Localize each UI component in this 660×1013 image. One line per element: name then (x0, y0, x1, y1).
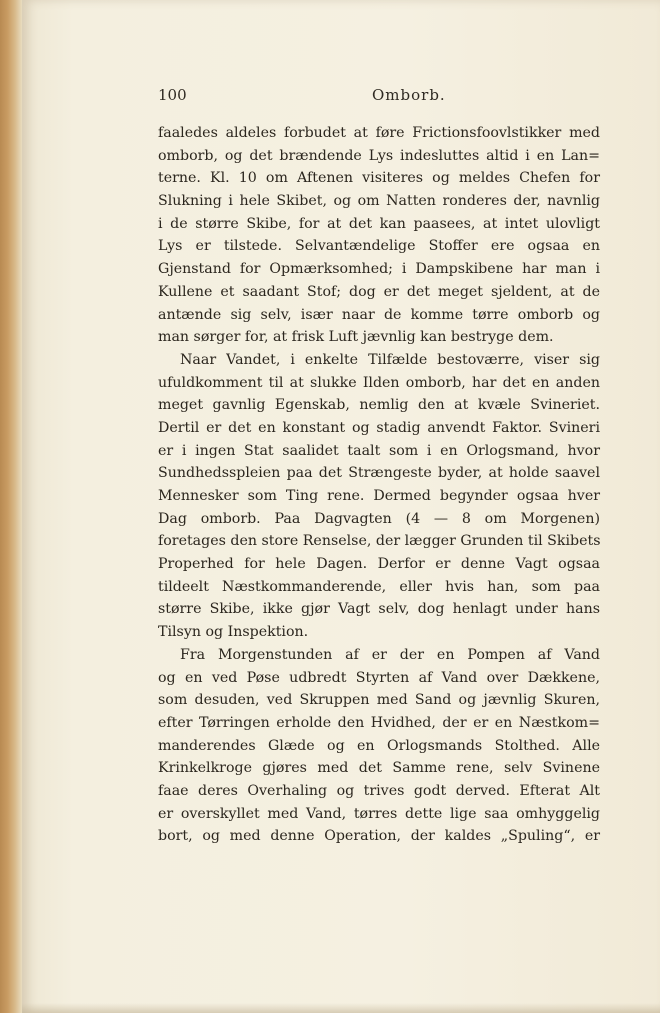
text-line: er i ingen Stat saalidet taalt som i en Orlogsmand, hvor (158, 442, 600, 459)
text-line: efter Tørringen erholde den Hvidhed, der er en Næstkom= (158, 714, 600, 731)
text-line: ufuldkomment til at slukke Ilden omborb, har det en anden (158, 374, 600, 391)
text-line: Krinkelkroge gjøres med det Samme rene, selv Svinene (158, 760, 600, 777)
text-line: er overskyllet med Vand, tørres dette lige saa omhyggelig (158, 805, 600, 822)
running-head (158, 86, 600, 110)
text-line: Properhed for hele Dagen. Derfor er denne Vagt ogsaa (158, 556, 600, 573)
text-line: terne. Kl. 10 om Aftenen visiteres og meldes Chefen for (158, 170, 600, 187)
text-line: Slukning i hele Skibet, og om Natten ronderes der, navnlig (158, 193, 600, 210)
text-line: Gjenstand for Opmærksomhed; i Dampskibene har man i (158, 261, 600, 278)
text-line: omborb, og det brændende Lys indesluttes altid i en Lan= (158, 147, 600, 164)
text-line: man sørger for, at frisk Luft jævnlig kan bestryge dem. (158, 329, 554, 346)
text-line: foretages den store Renselse, der lægger Grunden til Skibets (158, 533, 601, 550)
text-line: Lys er tilstede. Selvantændelige Stoffer ere ogsaa en (158, 238, 600, 255)
text-line: Mennesker som Ting rene. Dermed begynder ogsaa hver (158, 488, 600, 504)
text-line: manderendes Glæde og en Orlogsmands Stolthed. Alle (158, 737, 600, 754)
text-line: faaledes aldeles forbudet at føre Frictionsfoovlstikker med (158, 125, 600, 141)
text-line: bort, og med denne Operation, der kaldes „Spuling“, er (158, 828, 600, 845)
text-line: Sundhedsspleien paa det Strængeste byder, at holde saavel (158, 465, 600, 482)
text-line: større Skibe, ikke gjør Vagt selv, dog henlagt under hans (158, 601, 600, 618)
page-bottom-shadow (22, 1003, 660, 1013)
text-line: som desuden, ved Skruppen med Sand og jævnlig Skuren, (158, 692, 600, 709)
text-line: Kullene et saadant Stof; dog er det meget sjeldent, at de (158, 283, 600, 300)
text-line: Dertil er det en konstant og stadig anvendt Faktor. Svineri (158, 419, 600, 436)
text-line: tildeelt Næstkommanderende, eller hvis han, som paa (158, 578, 600, 595)
text-line: faae deres Overhaling og trives godt derved. Efterat Alt (158, 782, 600, 799)
book-binding-edge (0, 0, 22, 1013)
text-line: Fra Morgenstunden af er der en Pompen af Vand (180, 646, 600, 663)
text-line: Dag omborb. Paa Dagvagten (4 — 8 om Morgenen) (158, 510, 600, 527)
text-line: Naar Vandet, i enkelte Tilfælde bestoværre, viser sig (180, 351, 600, 368)
body-text (158, 122, 600, 848)
text-line: Tilsyn og Inspektion. (158, 624, 309, 641)
text-line: og en ved Pøse udbredt Styrten af Vand over Dækkene, (158, 669, 600, 686)
running-title: Omborb. (372, 86, 446, 104)
text-line: antænde sig selv, især naar de komme tørre omborb og (158, 306, 600, 323)
text-line: meget gavnlig Egenskab, nemlig den at kvæle Svineriet. (158, 397, 600, 414)
text-line: i de større Skibe, for at det kan paasees, at intet ulovligt (158, 215, 600, 232)
page-number: 100 (158, 86, 187, 104)
